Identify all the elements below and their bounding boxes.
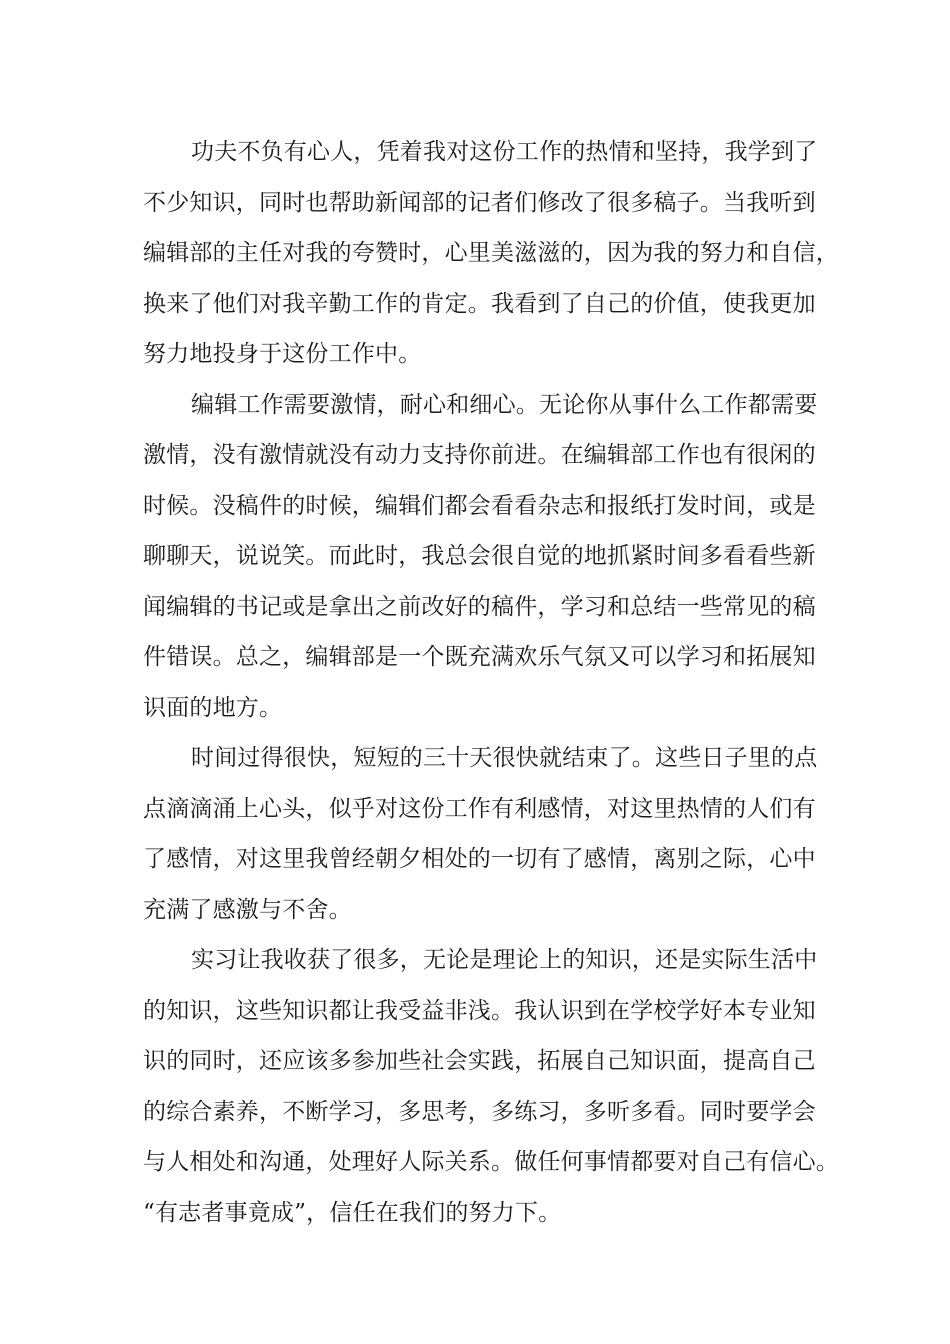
- paragraph-line: 点滴滴涌上心头，似乎对这份工作有利感情，对这里热情的人们有: [143, 795, 816, 822]
- paragraph-line: 实习让我收获了很多，无论是理论上的知识，还是实际生活中: [191, 947, 818, 973]
- paragraph-line: 件错误。总之，编辑部是一个既充满欢乐气氛又可以学习和拓展知: [143, 644, 816, 670]
- paragraph-line: 了感情，对这里我曾经朝夕相处的一切有了感情，离别之际，心中: [143, 846, 816, 872]
- paragraph-line: 不少知识，同时也帮助新闻部的记者们修改了很多稿子。当我听到: [143, 189, 816, 216]
- paragraph-line: 充满了感激与不舍。: [143, 896, 352, 923]
- paragraph-line: 编辑部的主任对我的夸赞时，心里美滋滋的，因为我的努力和自信，: [143, 240, 839, 266]
- paragraph-line: 的综合素养，不断学习，多思考，多练习，多听多看。同时要学会: [143, 1098, 816, 1125]
- paragraph-line: 激情，没有激情就没有动力支持你前进。在编辑部工作也有很闲的: [143, 442, 816, 468]
- paragraph-line: 努力地投身于这份工作中。: [143, 341, 422, 367]
- document-body: [143, 127, 839, 1238]
- paragraph-1: [143, 127, 839, 380]
- paragraph-2: [143, 380, 823, 734]
- paragraph-line: 编辑工作需要激情，耐心和细心。无论你从事什么工作都需要: [191, 391, 818, 418]
- paragraph-line: 换来了他们对我辛勤工作的肯定。我看到了自己的价值，使我更加: [143, 290, 816, 317]
- paragraph-line: 的知识，这些知识都让我受益非浅。我认识到在学校学好本专业知: [143, 997, 816, 1024]
- paragraph-4: [143, 935, 839, 1238]
- paragraph-line: 识的同时，还应该多参加些社会实践，拓展自己知识面，提高自己: [143, 1048, 816, 1074]
- paragraph-3: [143, 733, 823, 935]
- paragraph-line: 与人相处和沟通，处理好人际关系。做任何事情都要对自己有信心。: [143, 1149, 839, 1175]
- paragraph-line: 时候。没稿件的时候，编辑们都会看看杂志和报纸打发时间，或是: [143, 492, 816, 519]
- paragraph-line: “有志者事竟成”，信任在我们的努力下。: [143, 1199, 562, 1226]
- paragraph-line: 聊聊天，说说笑。而此时，我总会很自觉的地抓紧时间多看看些新: [143, 543, 816, 569]
- paragraph-line: 闻编辑的书记或是拿出之前改好的稿件，学习和总结一些常见的稿: [143, 593, 816, 620]
- paragraph-line: 功夫不负有心人，凭着我对这份工作的热情和坚持，我学到了: [191, 139, 818, 165]
- paragraph-line: 时间过得很快，短短的三十天很快就结束了。这些日子里的点: [191, 745, 818, 771]
- paragraph-line: 识面的地方。: [143, 694, 283, 721]
